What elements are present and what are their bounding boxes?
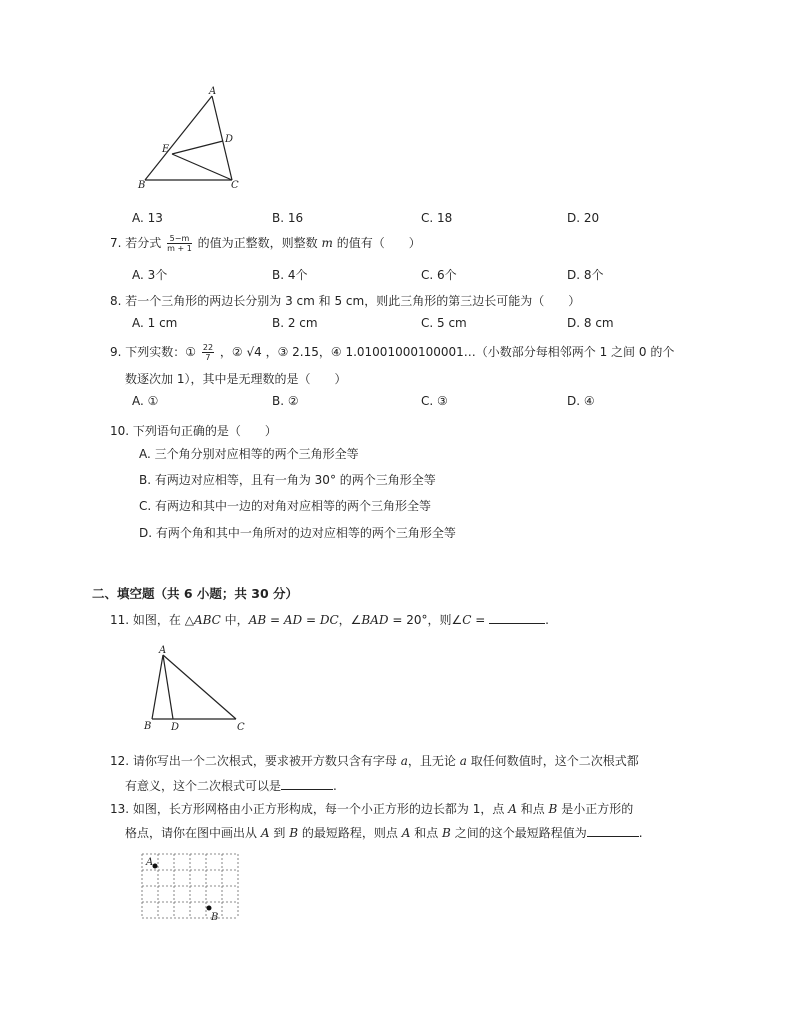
q10-option-a: A. 三个角分别对应相等的两个三角形全等 bbox=[139, 447, 359, 461]
q13-point-a: A bbox=[508, 802, 517, 816]
q9-option-a: A. ① bbox=[132, 394, 159, 408]
q8-option-d: D. 8 cm bbox=[567, 316, 614, 330]
q13-point-a-dot bbox=[153, 864, 158, 869]
q8-option-a: A. 1 cm bbox=[132, 316, 178, 330]
q11-number: 11. bbox=[110, 613, 130, 627]
q13-answer-blank[interactable] bbox=[587, 824, 639, 837]
q11-text: ，∠ bbox=[338, 613, 362, 627]
q9-sqrt: √4 bbox=[246, 345, 262, 359]
q13-point-a: A bbox=[260, 826, 270, 840]
q13-point-b: B bbox=[548, 802, 558, 816]
q13-number: 13. bbox=[110, 802, 130, 816]
q13-text: 的最短路程，则点 bbox=[301, 826, 398, 840]
q13-grid-label-b: B bbox=[211, 912, 219, 923]
q11-answer-blank[interactable] bbox=[489, 611, 545, 624]
q8-text: 若一个三角形的两边长分别为 3 cm 和 5 cm，则此三角形的第三边长可能为（ ） bbox=[125, 294, 581, 308]
q11-text: 如图，在 △ bbox=[132, 613, 194, 627]
q13-grid-label-a: A bbox=[146, 857, 154, 868]
q11-angle-name: BAD bbox=[361, 613, 389, 627]
q13-grid-figure[interactable] bbox=[138, 850, 242, 926]
q13-text: 到 bbox=[273, 826, 286, 840]
q12-variable: a bbox=[400, 754, 408, 768]
q13-point-b: B bbox=[289, 826, 299, 840]
section-2-title: 二、填空题（共 6 小题；共 30 分） bbox=[92, 586, 299, 601]
q6-triangle-figure bbox=[130, 82, 250, 194]
q7-option-a: A. 3个 bbox=[132, 268, 168, 282]
q6-option-d: D. 20 bbox=[567, 211, 600, 225]
q12-text: 请你写出一个二次根式，要求被开方数只含有字母 bbox=[132, 754, 397, 768]
q11-text: = bbox=[471, 613, 490, 627]
q9-text: 下列实数：① bbox=[125, 345, 197, 359]
q7-variable: m bbox=[321, 236, 333, 250]
q12-text: 有意义，这个二次根式可以是 bbox=[125, 779, 282, 793]
q9-fraction bbox=[202, 343, 214, 362]
q12-number: 12. bbox=[110, 754, 130, 768]
q13-text: 是小正方形的 bbox=[561, 802, 634, 816]
q8-number: 8. bbox=[110, 294, 122, 308]
q11-label-a: A bbox=[159, 645, 167, 656]
q9-option-b: B. ② bbox=[272, 394, 299, 408]
q10-text: 下列语句正确的是（ ） bbox=[132, 424, 277, 438]
q6-label-a: A bbox=[209, 86, 217, 97]
q11-text: 中， bbox=[220, 613, 249, 627]
q13-text: 和点 bbox=[520, 802, 545, 816]
q9-number: 9. bbox=[110, 345, 122, 359]
q12-text: . bbox=[333, 779, 337, 793]
q9-line2: 数逐次加 1），其中是无理数的是（ ） bbox=[125, 372, 347, 386]
q12-text: 取任何数值时，这个二次根式都 bbox=[470, 754, 639, 768]
q6-label-e: E bbox=[162, 144, 170, 155]
q13-text: . bbox=[638, 826, 643, 840]
q7-text: 的值为正整数，则整数 bbox=[197, 236, 318, 250]
q9-text: ，③ 2.15，④ 1.01001000100001…（小数部分每相邻两个 1 之间 0 的个 bbox=[265, 345, 675, 359]
q9-fraction-numerator: 22 bbox=[202, 343, 214, 352]
q11-angle-c: C bbox=[462, 613, 472, 627]
q13-point-b-dot bbox=[207, 906, 212, 911]
q11-label-d: D bbox=[171, 722, 180, 733]
q11-triangle-name: ABC bbox=[193, 613, 221, 627]
q12-text: ，且无论 bbox=[407, 754, 456, 768]
q13-line2 bbox=[125, 824, 643, 841]
q6-option-b: B. 16 bbox=[272, 211, 304, 225]
q6-label-c: C bbox=[231, 180, 239, 191]
q7-fraction-denominator: m + 1 bbox=[167, 244, 192, 253]
q12-variable: a bbox=[459, 754, 467, 768]
q10-option-d: D. 有两个角和其中一角所对的边对应相等的两个三角形全等 bbox=[139, 526, 456, 540]
q9-text: ，② bbox=[219, 345, 243, 359]
q13-text: 如图，长方形网格由小正方形构成，每一个小正方形的边长都为 1，点 bbox=[132, 802, 505, 816]
q11-equation: AB = AD = DC bbox=[248, 613, 339, 627]
q7-number: 7. bbox=[110, 236, 122, 250]
q11-label-c: C bbox=[237, 722, 245, 733]
q7-option-d: D. 8个 bbox=[567, 268, 604, 282]
q10-option-b: B. 有两边对应相等，且有一角为 30° 的两个三角形全等 bbox=[139, 473, 436, 487]
q7-fraction bbox=[167, 234, 192, 253]
q8-option-b: B. 2 cm bbox=[272, 316, 318, 330]
q10-number: 10. bbox=[110, 424, 130, 438]
q11-stem bbox=[110, 611, 549, 628]
q8-stem bbox=[110, 292, 580, 309]
q11-label-b: B bbox=[144, 721, 152, 732]
q6-option-c: C. 18 bbox=[421, 211, 453, 225]
q12-answer-blank[interactable] bbox=[281, 777, 333, 790]
q11-text: . bbox=[545, 613, 549, 627]
q9-option-c: C. ③ bbox=[421, 394, 448, 408]
q10-option-c: C. 有两边和其中一边的对角对应相等的两个三角形全等 bbox=[139, 499, 432, 513]
q11-text: = 20°，则∠ bbox=[388, 613, 463, 627]
q12-line2 bbox=[125, 777, 337, 794]
q7-option-b: B. 4个 bbox=[272, 268, 308, 282]
q13-line1 bbox=[110, 800, 633, 817]
q13-text: 之间的这个最短路程值为 bbox=[454, 826, 587, 840]
q9-fraction-denominator: 7 bbox=[205, 353, 211, 362]
q6-option-a: A. 13 bbox=[132, 211, 163, 225]
q7-option-c: C. 6个 bbox=[421, 268, 457, 282]
q9-option-d: D. ④ bbox=[567, 394, 595, 408]
q13-point-a: A bbox=[401, 826, 411, 840]
q13-point-b: B bbox=[442, 826, 451, 840]
q9-stem bbox=[110, 343, 674, 362]
q7-stem bbox=[110, 234, 421, 253]
q8-option-c: C. 5 cm bbox=[421, 316, 467, 330]
q6-label-b: B bbox=[138, 180, 146, 191]
q10-stem bbox=[110, 422, 277, 439]
q7-text: 若分式 bbox=[125, 236, 162, 250]
q11-triangle-figure bbox=[138, 643, 258, 735]
q6-label-d: D bbox=[225, 134, 234, 145]
q7-text: 的值有（ ） bbox=[336, 236, 421, 250]
q13-text: 格点，请你在图中画出从 bbox=[125, 826, 258, 840]
q13-text: 和点 bbox=[414, 826, 439, 840]
q12-line1 bbox=[110, 752, 639, 769]
q7-fraction-numerator: 5−m bbox=[167, 234, 192, 244]
